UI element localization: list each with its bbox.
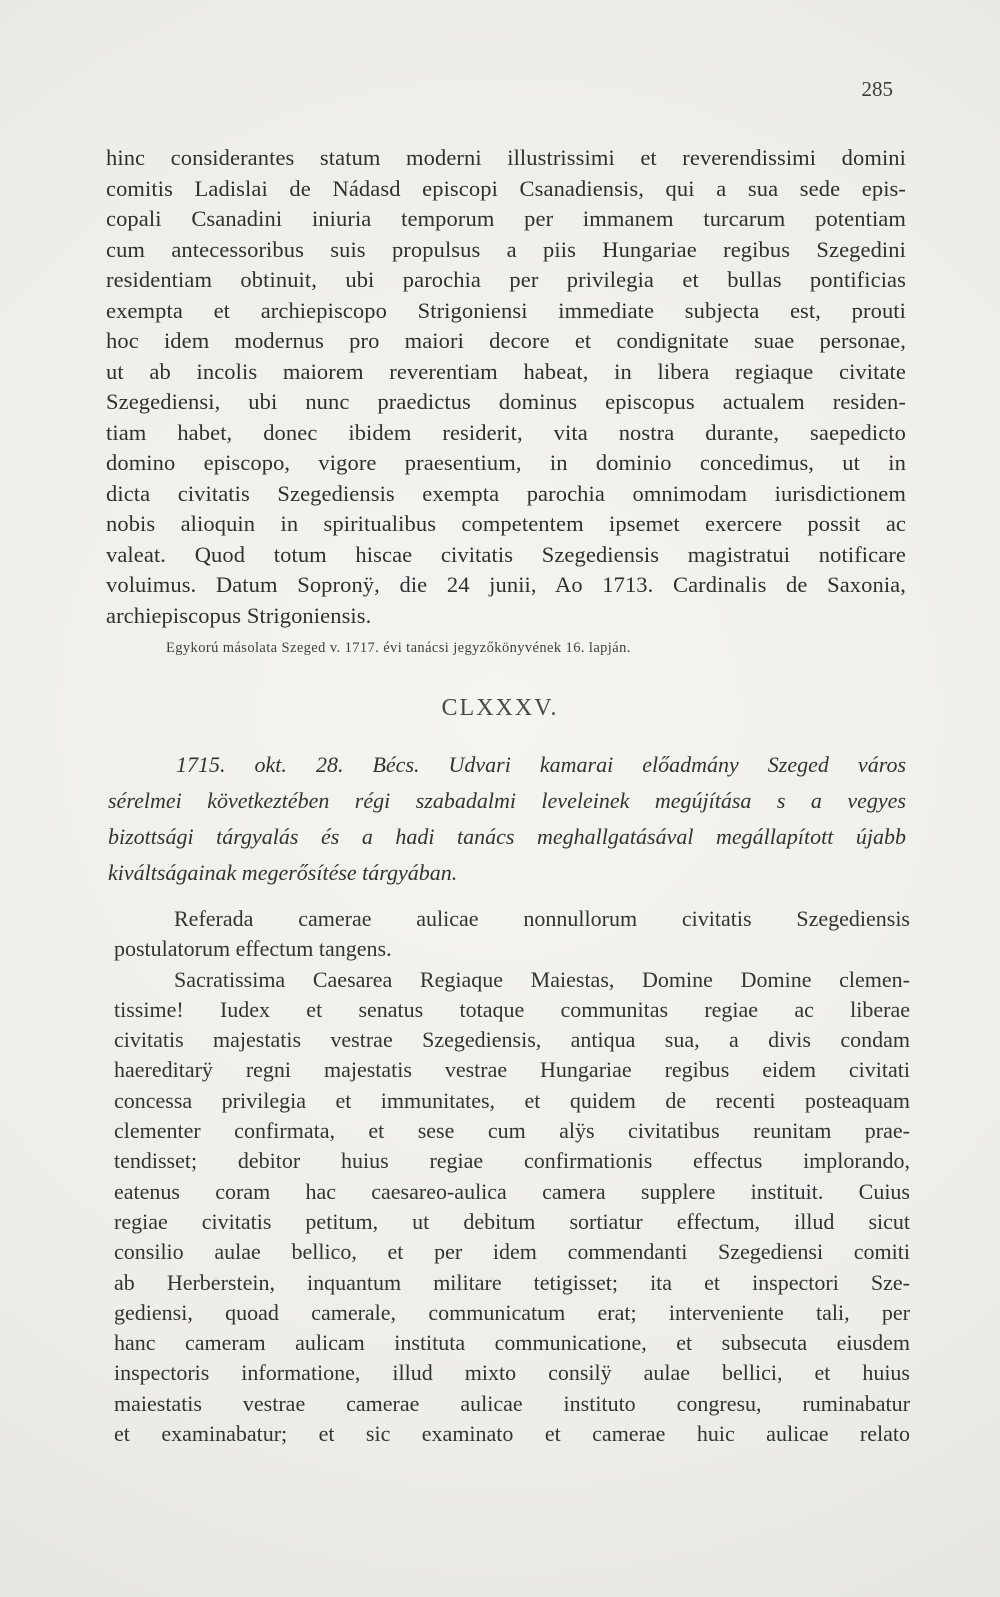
- body-line: clementer confirmata, et sese cum alÿs civitatibus reunitam prae-: [114, 1118, 910, 1144]
- summary-line: 1715. okt. 28. Bécs. Udvari kamarai előadmány Szeged város: [176, 752, 906, 777]
- text-line: hinc considerantes statum moderni illustrissimi et reverendissimi domini: [106, 145, 906, 170]
- body-line: eatenus coram hac caesareo-aulica camera supplere instituit. Cuius: [114, 1178, 910, 1204]
- page-number: 285: [861, 77, 893, 101]
- text-line: voluimus. Datum Sopronÿ, die 24 junii, Ao 1713. Cardinalis de Saxonia,: [106, 572, 906, 597]
- source-note: Egykorú másolata Szeged v. 1717. évi tanácsi jegyzőkönyvének 16. lapján.: [166, 640, 631, 656]
- body-line: hanc cameram aulicam instituta communicatione, et subsecuta eiusdem: [114, 1330, 910, 1356]
- body-line: concessa privilegia et immunitates, et quidem de recenti posteaquam: [114, 1087, 910, 1113]
- text-line: hoc idem modernus pro maiori decore et condignitate suae personae,: [106, 328, 906, 353]
- continued-document-text: [106, 143, 906, 631]
- body-line: regiae civitatis petitum, ut debitum sortiatur effectum, illud sicut: [114, 1208, 910, 1234]
- document-summary: [108, 747, 906, 891]
- body-line: Sacratissima Caesarea Regiaque Maiestas, Domine Domine clemen-: [174, 966, 910, 992]
- text-line: tiam habet, donec ibidem residerit, vita nostra durante, saepedicto: [106, 419, 906, 445]
- text-line: valeat. Quod totum hiscae civitatis Szegediensis magistratui notificare: [106, 541, 906, 567]
- text-line: ut ab incolis maiorem reverentiam habeat, in libera regiaque civitate: [106, 358, 906, 384]
- body-line: inspectoris informatione, illud mixto consilÿ aulae bellici, et huius: [114, 1360, 910, 1386]
- body-line: ab Herberstein, inquantum militare tetigisset; ita et inspectori Sze-: [114, 1269, 910, 1295]
- document-number-heading: CLXXXV.: [441, 695, 559, 721]
- summary-line: sérelmei következtében régi szabadalmi leveleinek megújítása s a vegyes: [108, 788, 906, 813]
- body-line: postulatorum effectum tangens.: [114, 936, 392, 962]
- body-line: maiestatis vestrae camerae aulicae instituto congresu, ruminabatur: [114, 1390, 910, 1416]
- text-line: copali Csanadini iniuria temporum per immanem turcarum potentiam: [106, 206, 906, 231]
- body-line: civitatis majestatis vestrae Szegediensis, antiqua sua, a divis condam: [114, 1027, 910, 1053]
- summary-line: bizottsági tárgyalás és a hadi tanács meghallgatásával megállapított újabb: [108, 824, 906, 849]
- body-line: tissime! Iudex et senatus totaque communitas regiae ac liberae: [114, 996, 910, 1022]
- text-line: nobis alioquin in spiritualibus competentem ipsemet exercere possit ac: [106, 511, 906, 536]
- text-line: archiepiscopus Strigoniensis.: [106, 602, 372, 628]
- text-line: residentiam obtinuit, ubi parochia per privilegia et bullas pontificias: [106, 267, 906, 292]
- body-line: et examinabatur; et sic examinato et camerae huic aulicae relato: [114, 1421, 910, 1447]
- body-line: consilio aulae bellico, et per idem commendanti Szegediensi comiti: [114, 1239, 910, 1265]
- body-line: tendisset; debitor huius regiae confirmationis effectus implorando,: [114, 1148, 910, 1174]
- summary-line: kiváltságainak megerősítése tárgyában.: [108, 860, 458, 885]
- text-line: cum antecessoribus suis propulsus a piis Hungariae regibus Szegedini: [106, 236, 906, 262]
- text-line: exempta et archiepiscopo Strigoniensi immediate subjecta est, prouti: [106, 297, 906, 323]
- text-line: domino episcopo, vigore praesentium, in dominio concedimus, ut in: [106, 450, 906, 475]
- text-line: dicta civitatis Szegediensis exempta parochia omnimodam iurisdictionem: [106, 480, 906, 506]
- text-line: comitis Ladislai de Nádasd episcopi Csanadiensis, qui a sua sede epis-: [106, 175, 906, 201]
- body-line: Referada camerae aulicae nonnullorum civitatis Szegediensis: [174, 906, 910, 931]
- body-line: haereditarÿ regni majestatis vestrae Hungariae regibus eidem civitati: [114, 1057, 910, 1083]
- text-line: Szegediensi, ubi nunc praedictus dominus episcopus actualem residen-: [106, 389, 906, 414]
- document-body-text: [114, 904, 910, 1449]
- body-line: gediensi, quoad camerale, communicatum erat; interveniente tali, per: [114, 1299, 910, 1325]
